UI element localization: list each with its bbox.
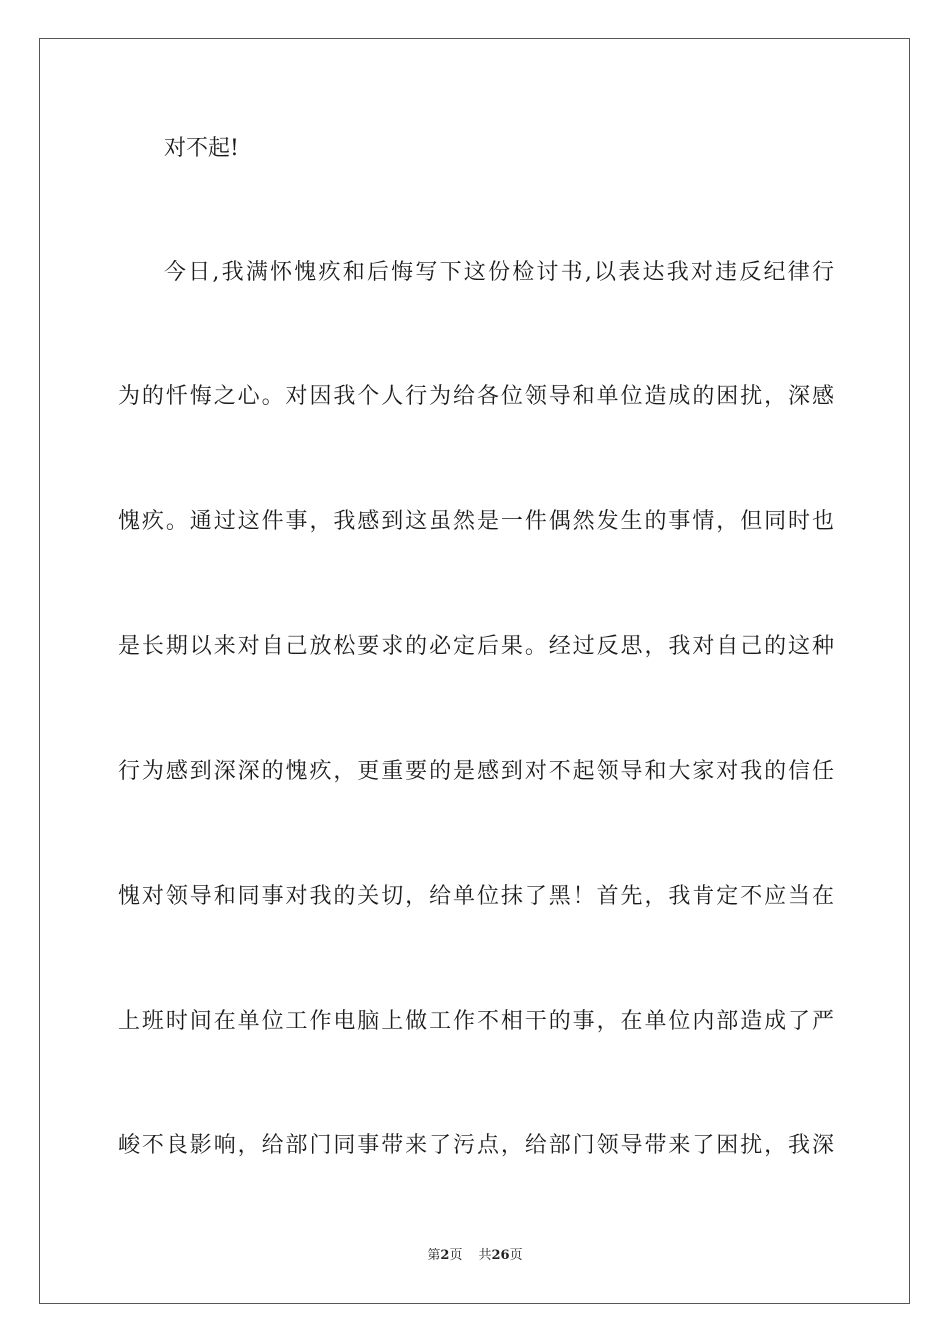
paragraph-line-7: 上班时间在单位工作电脑上做工作不相干的事，在单位内部造成了严 bbox=[118, 1009, 834, 1034]
page-suffix: 页 bbox=[449, 1248, 463, 1263]
paragraph-line-4: 是长期以来对自己放松要求的必定后果。经过反思，我对自己的这种 bbox=[118, 634, 834, 659]
page-current-number: 2 bbox=[440, 1248, 450, 1263]
paragraph-line-6: 愧对领导和同事对我的关切，给单位抹了黑！首先，我肯定不应当在 bbox=[118, 884, 834, 909]
page-total-number: 26 bbox=[491, 1248, 510, 1263]
page-prefix: 第 bbox=[427, 1248, 441, 1263]
paragraph-line-3: 愧疚。通过这件事，我感到这虽然是一件偶然发生的事情，但同时也 bbox=[118, 509, 834, 534]
paragraph-line-5: 行为感到深深的愧疚，更重要的是感到对不起领导和大家对我的信任 bbox=[118, 759, 834, 784]
total-suffix: 页 bbox=[509, 1248, 523, 1263]
paragraph-line-8: 峻不良影响，给部门同事带来了污点，给部门领导带来了困扰，我深 bbox=[118, 1133, 834, 1158]
paragraph-line-1: 今日,我满怀愧疚和后悔写下这份检讨书,以表达我对违反纪律行 bbox=[164, 260, 834, 285]
page-border bbox=[39, 38, 910, 1304]
page-footer bbox=[0, 1247, 950, 1265]
paragraph-line-salutation: 对不起! bbox=[164, 136, 239, 161]
paragraph-line-2: 为的忏悔之心。对因我个人行为给各位领导和单位造成的困扰，深感 bbox=[118, 384, 834, 409]
total-prefix: 共 bbox=[478, 1248, 492, 1263]
